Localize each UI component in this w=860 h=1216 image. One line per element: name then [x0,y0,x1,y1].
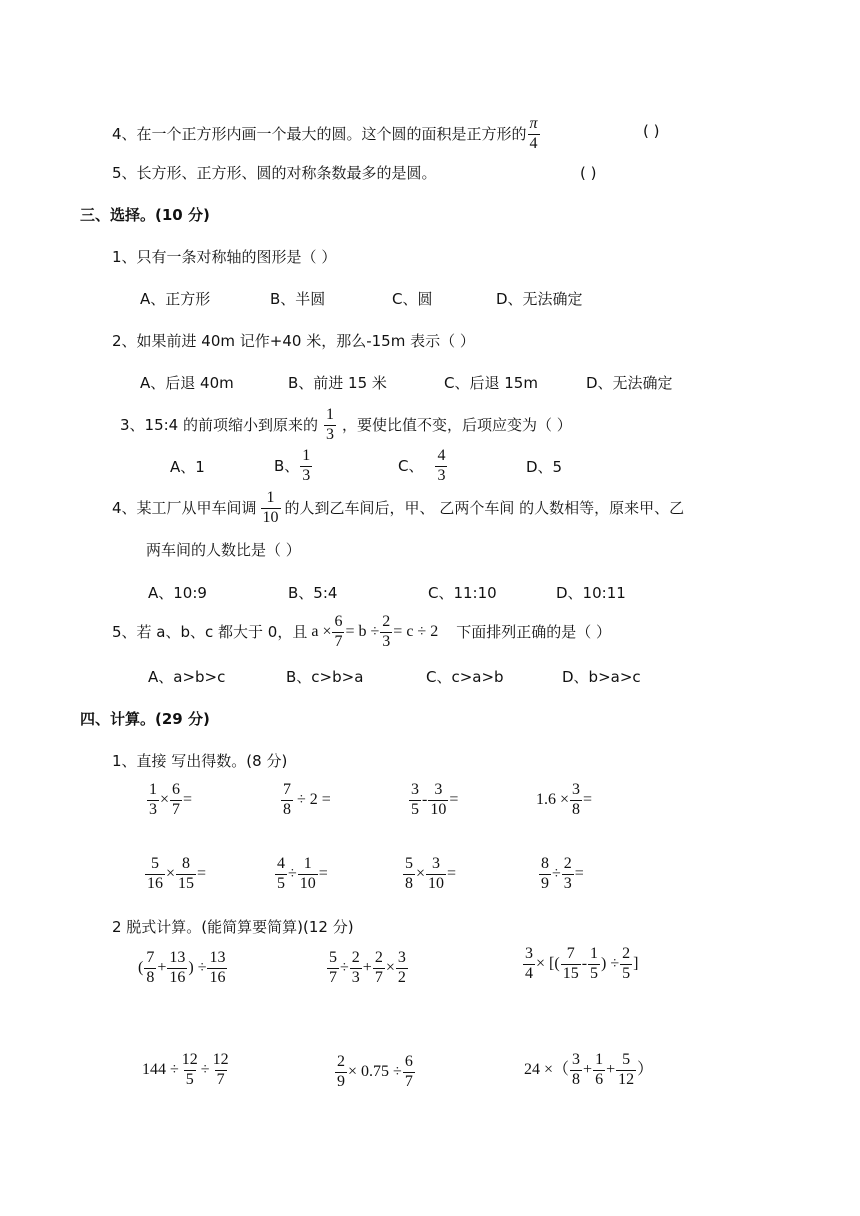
choice-1-option-d: D、无法确定 [496,290,583,308]
fraction: $\frac{7}{15}$ [562,945,579,982]
step-calc-3: $\frac{3}{4}$ × [( $\frac{7}{15}$ - $\frac{1}{5}$ ) ÷ $\frac{2}{5}$ ] [525,945,639,982]
fraction: $\frac{7}{8}$ [146,949,155,986]
choice-question-4-line-2: 两车间的人数比是（ ） [146,541,301,559]
fraction: $\frac{5}{16}$ [147,855,163,892]
fraction: $\frac{5}{12}$ [618,1051,635,1088]
direct-calc-4: 1.6 × $\frac{3}{8}$ = [536,781,593,818]
fraction: $\frac{13}{16}$ [169,949,186,986]
choice-5-option-c: C、c>a>b [426,668,504,686]
fraction-c: $\frac{4}{3}$ [437,447,446,484]
choice-5-option-b: B、c>b>a [286,668,364,686]
choice-question-3 [120,407,572,444]
fraction: $\frac{1}{6}$ [595,1051,604,1088]
fraction: $\frac{3}{8}$ [572,1051,581,1088]
calc-part-1-title: 1、直接 写出得数。(8 分) [112,752,288,770]
fraction: $\frac{6}{7}$ [172,781,181,818]
direct-calc-8: $\frac{8}{9}$ ÷ $\frac{2}{3}$ = [541,855,584,892]
fraction: $\frac{12}{7}$ [212,1051,229,1088]
fraction: $\frac{1}{3}$ [149,781,157,818]
direct-calc-2: $\frac{7}{8}$ ÷ 2 = [283,781,331,818]
fraction: $\frac{3}{10}$ [430,781,447,818]
fraction: $\frac{5}{8}$ [405,855,413,892]
direct-calc-1: $\frac{1}{3}$ × $\frac{6}{7}$ = [149,781,193,818]
fraction: $\frac{4}{5}$ [277,855,285,892]
step-calc-6: 24 ×（ $\frac{3}{8}$ + $\frac{1}{6}$ + $\frac{5}{12}$ ） [524,1051,654,1088]
step-calc-2: $\frac{5}{7}$ ÷ $\frac{2}{3}$ + $\frac{2}{7}$ × $\frac{3}{2}$ [329,949,406,986]
fraction: $\frac{6}{7}$ [404,1053,413,1090]
choice-question-5-text: 5、若 a、b、c 都大于 0，且 [112,622,308,641]
tf-question-5-answer-blank: ( ) [580,164,597,182]
choice-3-option-a: A、1 [170,458,205,476]
choice-4-option-d: D、10:11 [556,584,626,602]
tf-question-4 [112,116,541,153]
fraction: $\frac{13}{16}$ [209,949,226,986]
choice-1-option-b: B、半圆 [270,290,326,308]
tf-question-5-text: 5、长方形、正方形、圆的对称条数最多的是圆。 [112,164,437,182]
choice-5-option-a: A、a>b>c [148,668,226,686]
fraction: $\frac{5}{7}$ [329,949,337,986]
fraction-six-sevenths: $\frac{6}{7}$ [334,613,343,650]
choice-5-option-d: D、b>a>c [562,668,641,686]
fraction: $\frac{1}{10}$ [299,855,316,892]
step-calc-4: 144 ÷ $\frac{12}{5}$ ÷ $\frac{12}{7}$ [142,1051,229,1088]
fraction: $\frac{3}{5}$ [411,781,419,818]
fraction-b: $\frac{1}{3}$ [302,447,311,484]
direct-calc-7: $\frac{5}{8}$ × $\frac{3}{10}$ = [405,855,457,892]
choice-question-3-text: 3、15:4 的前项缩小到原来的 [120,415,318,434]
choice-question-4-text: 4、某工厂从甲车间调 [112,498,257,517]
choice-4-option-c: C、11:10 [428,584,497,602]
fraction-one-tenth: $\frac{1}{10}$ [262,489,279,526]
choice-3-option-c: C、 $\frac{4}{3}$ [398,447,446,484]
step-calc-5: $\frac{2}{9}$ × 0.75 ÷ $\frac{6}{7}$ [337,1053,413,1090]
fraction: $\frac{2}{7}$ [374,949,383,986]
fraction: $\frac{2}{5}$ [622,945,631,982]
fraction: $\frac{3}{2}$ [397,949,406,986]
tf-question-4-text: 4、在一个正方形内画一个最大的圆。这个圆的面积是正方形的 [112,124,527,143]
choice-question-4 [112,490,684,527]
step-calc-1: ( $\frac{7}{8}$ + $\frac{13}{16}$ ) ÷ $\frac{13}{16}$ [138,949,226,986]
choice-2-option-a: A、后退 40m [140,374,234,392]
fraction-pi-over-4: $\frac{\pi}{4}$ [529,115,538,152]
direct-calc-6: $\frac{4}{5}$ ÷ $\frac{1}{10}$ = [277,855,328,892]
fraction-one-third: $\frac{1}{3}$ [326,406,334,443]
choice-2-option-b: B、前进 15 米 [288,374,387,392]
fraction-two-thirds: $\frac{2}{3}$ [382,613,391,650]
fraction: $\frac{2}{9}$ [337,1053,345,1090]
choice-question-1-text: 1、只有一条对称轴的图形是（ ） [112,248,337,266]
direct-calc-3: $\frac{3}{5}$ - $\frac{3}{10}$ = [411,781,459,818]
choice-4-option-a: A、10:9 [148,584,207,602]
choice-question-4-text-end: 的人到乙车间后，甲、 乙两个车间 的人数相等，原来甲、乙 [284,498,685,517]
choice-question-5-text-end: 下面排列正确的是（ ） [456,622,611,641]
choice-question-2-text: 2、如果前进 40m 记作+40 米，那么-15m 表示（ ） [112,332,475,350]
fraction: $\frac{8}{9}$ [541,855,549,892]
choice-2-option-c: C、后退 15m [444,374,538,392]
choice-2-option-d: D、无法确定 [586,374,673,392]
fraction: $\frac{1}{5}$ [590,945,599,982]
tf-question-4-answer-blank: ( ) [643,122,660,140]
choice-question-3-text-end: ，要使比值不变，后项应变为（ ） [342,415,572,434]
choice-question-5: 5、若 a、b、c 都大于 0，且 a × $\frac{6}{7}$ = b ÷ $\frac{2}{3}$ = c ÷ 2 下面排列正确的是（ ） [112,613,611,650]
section-4-title: 四、计算。(29 分) [80,710,210,728]
calc-part-2-title: 2 脱式计算。(能简算要简算)(12 分) [112,918,354,936]
choice-4-option-b: B、5:4 [288,584,338,602]
fraction: $\frac{3}{8}$ [572,781,581,818]
fraction: $\frac{8}{15}$ [178,855,195,892]
choice-1-option-c: C、圆 [392,290,433,308]
direct-calc-5: $\frac{5}{16}$ × $\frac{8}{15}$ = [147,855,207,892]
section-3-title: 三、选择。(10 分) [80,206,210,224]
fraction: $\frac{3}{10}$ [428,855,445,892]
fraction: $\frac{3}{4}$ [525,945,533,982]
choice-3-option-b: B、 $\frac{1}{3}$ [274,447,311,484]
fraction: $\frac{7}{8}$ [283,781,291,818]
fraction: $\frac{12}{5}$ [181,1051,198,1088]
fraction: $\frac{2}{3}$ [351,949,360,986]
fraction: $\frac{2}{3}$ [563,855,572,892]
choice-1-option-a: A、正方形 [140,290,211,308]
choice-3-option-d: D、5 [526,458,563,476]
